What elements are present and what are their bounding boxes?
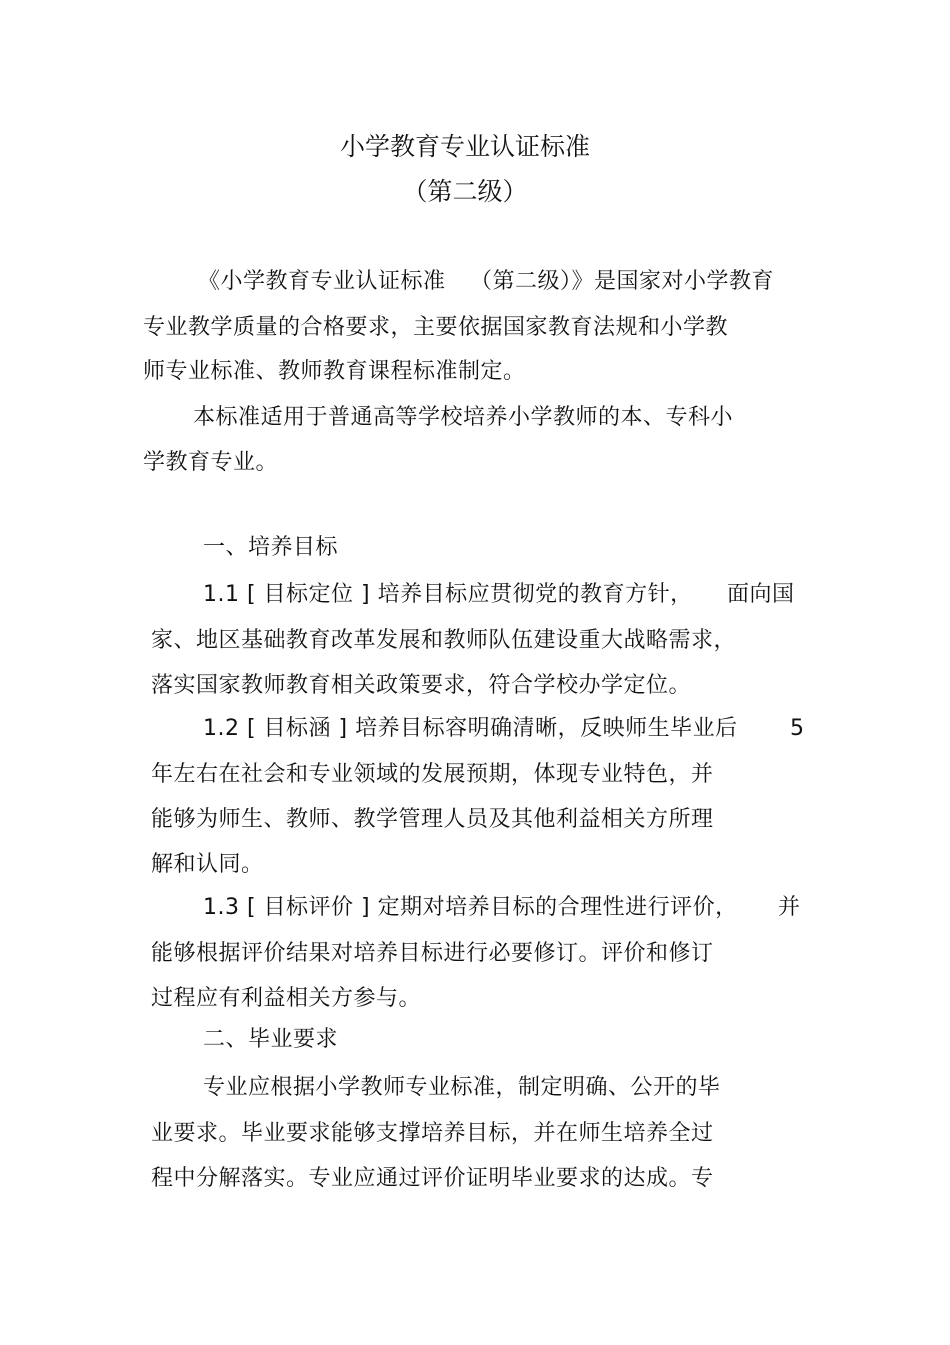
clause-line: 能够为师生、教师、教学管理人员及其他利益相关方所理 bbox=[151, 807, 714, 832]
clause-line: 年左右在社会和专业领域的发展预期，体现专业特色，并 bbox=[151, 762, 714, 787]
clause-line: 能够根据评价结果对培养目标进行必要修订。评价和修订 bbox=[151, 941, 714, 966]
document-subtitle: （第二级） bbox=[402, 177, 528, 206]
clause-line: 1.1 [ 目标定位 ] 培养目标应贯彻党的教育方针， bbox=[203, 582, 693, 607]
section-heading: 一、培养目标 bbox=[203, 535, 339, 560]
clause-line: 家、地区基础教育改革发展和教师队伍建设重大战略需求， bbox=[151, 628, 737, 653]
clause-line: 并 bbox=[778, 895, 801, 920]
intro-line: 《小学教育专业认证标准 bbox=[198, 269, 446, 294]
body-line: 专业应根据小学教师专业标准，制定明确、公开的毕 bbox=[203, 1075, 721, 1100]
clause-line: 1.3 [ 目标评价 ] 定期对培养目标的合理性进行评价， bbox=[203, 895, 738, 920]
intro-line: 师专业标准、教师教育课程标准制定。 bbox=[143, 359, 526, 384]
clause-line: 5 bbox=[790, 716, 805, 741]
intro-line: 本标准适用于普通高等学校培养小学教师的本、专科小 bbox=[193, 405, 734, 430]
document-title: 小学教育专业认证标准 bbox=[339, 132, 590, 161]
intro-line: 学教育专业。 bbox=[143, 450, 279, 475]
clause-line: 解和认同。 bbox=[151, 852, 264, 877]
intro-line: 专业教学质量的合格要求，主要依据国家教育法规和小学教 bbox=[143, 315, 729, 340]
clause-line: 过程应有利益相关方参与。 bbox=[151, 986, 422, 1011]
clause-line: 1.2 [ 目标涵 ] 培养目标容明确清晰，反映师生毕业后 bbox=[203, 716, 738, 741]
clause-line: 落实国家教师教育相关政策要求，符合学校办学定位。 bbox=[151, 673, 692, 698]
body-line: 业要求。毕业要求能够支撑培养目标，并在师生培养全过 bbox=[151, 1121, 714, 1146]
intro-line: （第二级）》是国家对小学教育 bbox=[470, 269, 775, 294]
clause-line: 面向国 bbox=[727, 582, 795, 607]
body-line: 程中分解落实。专业应通过评价证明毕业要求的达成。专 bbox=[151, 1166, 714, 1191]
section-heading: 二、毕业要求 bbox=[203, 1027, 339, 1052]
